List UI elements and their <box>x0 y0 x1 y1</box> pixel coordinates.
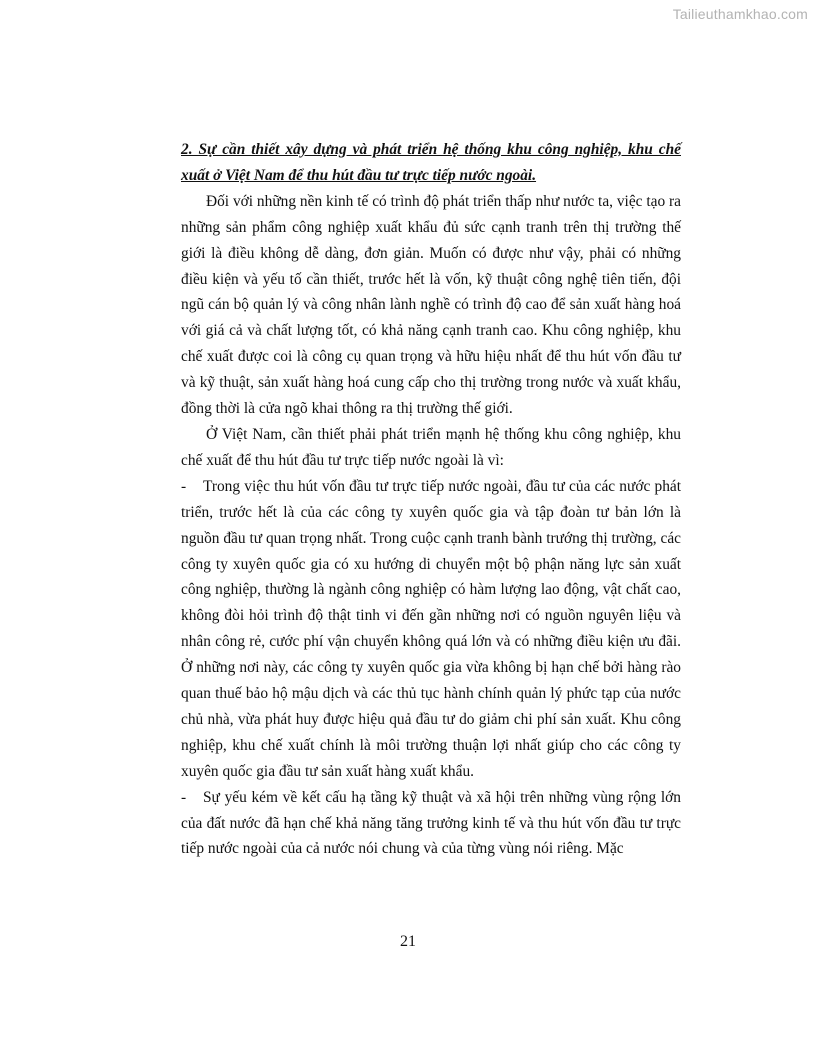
bullet-text: Trong việc thu hút vốn đầu tư trực tiếp nước ngoài, đầu tư của các nước phát triển, trước hết là của các công ty xuyên quốc gia và tập đoàn tư bản lớn là nguồn đầu tư quan trọng nhất. Trong cuộc cạnh tranh bành trướng thị trường, các công ty xuyên quốc gia có xu hướng di chuyển một bộ phận năng lực sản xuất công nghiệp, thường là ngành công nghiệp có hàm lượng lao động, vật chất cao, không đòi hỏi trình độ thật tinh vi đến gần những nơi có nguồn nguyên liệu và nhân công rẻ, cước phí vận chuyển không quá lớn và có những điều kiện ưu đãi. Ở những nơi này, các công ty xuyên quốc gia vừa không bị hạn chế bởi hàng rào quan thuế bảo hộ mậu dịch và các thủ tục hành chính quản lý phức tạp của nước chủ nhà, vừa phát huy được hiệu quả đầu tư do giảm chi phí sản xuất. Khu công nghiệp, khu chế xuất chính là môi trường thuận lợi nhất giúp cho các công ty xuyên quốc gia đầu tư sản xuất hàng xuất khẩu. <box>181 477 681 780</box>
bullet-dash: - <box>181 788 187 806</box>
bullet-dash: - <box>181 477 187 495</box>
paragraph-1: Đối với những nền kinh tế có trình độ phát triển thấp như nước ta, việc tạo ra những sản phẩm công nghiệp xuất khẩu đủ sức cạnh tranh trên thị trường thế giới là điều không dễ dàng, đơn giản. Muốn có được như vậy, phải có những điều kiện và yếu tố cần thiết, trước hết là vốn, kỹ thuật công nghệ tiên tiến, đội ngũ cán bộ quản lý và công nhân lành nghề có trình độ cao để sản xuất hàng hoá với giá cả và chất lượng tốt, có khả năng cạnh tranh cao. Khu công nghiệp, khu chế xuất được coi là công cụ quan trọng và hữu hiệu nhất để thu hút vốn đầu tư và kỹ thuật, sản xuất hàng hoá cung cấp cho thị trường trong nước và xuất khẩu, đồng thời là cửa ngõ khai thông ra thị trường thế giới. <box>181 192 681 418</box>
watermark-text: Tailieuthamkhao.com <box>672 6 808 22</box>
page-body <box>181 137 681 862</box>
paragraph-2: Ở Việt Nam, cần thiết phải phát triển mạnh hệ thống khu công nghiệp, khu chế xuất để thu hút đầu tư trực tiếp nước ngoài là vì: <box>181 425 681 469</box>
section-heading: 2. Sự cần thiết xây dựng và phát triển hệ thống khu công nghiệp, khu chế xuất ở Việt Nam để thu hút đầu tư trực tiếp nước ngoài. <box>181 141 681 184</box>
page-number: 21 <box>400 933 416 950</box>
bullet-text: Sự yếu kém về kết cấu hạ tầng kỹ thuật và xã hội trên những vùng rộng lớn của đất nước đã hạn chế khả năng tăng trưởng kinh tế và thu hút vốn đầu tư trực tiếp nước ngoài của cả nước nói chung và của từng vùng nói riêng. Mặc <box>181 788 681 858</box>
bullet-item-1 <box>181 474 681 785</box>
bullet-item-2 <box>181 785 681 863</box>
